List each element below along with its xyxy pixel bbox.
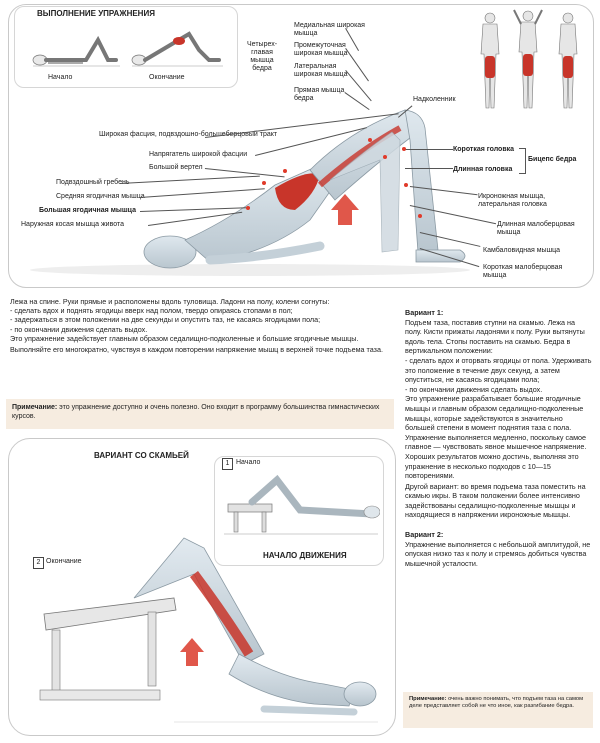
end-pose-figure: [127, 20, 227, 70]
label-gluteus-medius: Средняя ягодичная мышца: [56, 193, 145, 200]
side-note-text: очень важно понимать, что подъем таза на самом деле представляет собой не что иное, как разгибание бедра.: [409, 696, 584, 710]
label-biceps-femoris: Бицепс бедра: [528, 156, 577, 163]
variant1-step1: - сделать вдох и оторвать ягодицы от пола. Удерживать это положение в течение двух секунд, а затем опуститься, не касаясь ягодицами пола;: [405, 355, 592, 385]
step2-number: 2: [33, 557, 44, 569]
intro-paragraph: [10, 297, 394, 354]
label-long-head: Длинная головка: [453, 166, 513, 173]
label-soleus: Камбаловидная мышца: [483, 247, 561, 254]
label-quad-group: Четырех- главая мышца бедра: [247, 41, 278, 72]
label-tfl: Напрягатель широкой фасции: [149, 151, 248, 158]
variant1-text: Подъем таза, поставив ступни на скамью. Лежа на полу. Кисти прижаты ладонями к полу. Руки вытянуты вдоль тела. Стопы поставить на скамью. Бедра в вертикальном положении:: [405, 317, 585, 356]
label-patella: Надколенник: [413, 96, 456, 103]
paragraph-2: Это упражнение задействует главным образом седалищно-подколенные и большие ягодичные мышцы.: [10, 333, 359, 343]
variant1-step2: - по окончании движения сделать выдох.: [405, 384, 543, 394]
label-trochanter: Большой вертел: [149, 164, 203, 171]
step-3: - по окончании движения сделать выдох.: [10, 324, 148, 334]
main-note-text: это упражнение доступно и очень полезно. Оно входит в программу большинства гимнастических курсов.: [12, 404, 380, 420]
label-gluteus-maximus: Большая ягодичная мышца: [39, 207, 136, 214]
bench-end-anatomy-figure: [24, 534, 380, 726]
variant1-title: Вариант 1:: [405, 308, 444, 317]
variant2-text: Упражнение выполняется с небольшой амплитудой, не опуская низко таз к полу и стремясь добиться чувства мышечной усталости.: [405, 539, 591, 568]
step1-number: 1: [222, 458, 233, 470]
biceps-bracket: [519, 148, 526, 174]
label-rectus-femoris: Прямая мышца бедра: [294, 87, 345, 102]
label-fascia-lata: Широкая фасция, подвздошно-большеберцовый тракт: [99, 131, 278, 138]
step-1: - сделать вдох и поднять ягодицы вверх над полом, твердо опираясь стопами в пол;: [10, 306, 293, 316]
side-column: [405, 308, 593, 568]
label-gastrocnemius: Икроножная мышца, латеральная головка: [478, 193, 547, 208]
main-note: [6, 399, 394, 429]
start-label: Начало: [48, 74, 73, 81]
label-vastus-lateralis: Латеральная широкая мышца: [294, 63, 348, 78]
step-2: - задержаться в этом положении на две секунды и опустить таз, не касаясь ягодицами пола;: [10, 315, 321, 325]
main-note-label: Примечание:: [12, 404, 58, 411]
label-peroneus-longus: Длинная малоберцовая мышца: [497, 221, 575, 236]
variant2-title: Вариант 2:: [405, 530, 444, 540]
label-vastus-intermedius: Промежуточная широкая мышца: [294, 42, 348, 57]
step2-label: Окончание: [46, 558, 82, 565]
label-iliac-crest: Подвздошный гребень: [56, 179, 130, 186]
bench-variant-title: ВАРИАНТ СО СКАМЬЕЙ: [94, 451, 189, 460]
side-note-label: Примечание:: [409, 696, 447, 702]
label-vastus-medialis: Медиальная широкая мышца: [294, 22, 365, 37]
paragraph-3: Выполняйте его многократно, чувствуя в каждом повторении напряжение мышц в верхней точке подъема таза.: [10, 345, 383, 355]
execution-header: ВЫПОЛНЕНИЕ УПРАЖНЕНИЯ: [37, 9, 155, 18]
side-note: [403, 692, 593, 728]
start-pose-figure: [28, 26, 123, 70]
label-peroneus-brevis: Короткая малоберцовая мышца: [483, 264, 563, 279]
step1-label: Начало: [236, 459, 261, 466]
end-label: Окончание: [149, 74, 185, 81]
variant1-more: Это упражнение разрабатывает большие ягодичные мышцы и главным образом седалищно-подколенные мышцы, которые задействуются в значительно большей степени в момент поднятия таза с пола. Упражнение выполняется медленно, поскольку самое главное — чувствовать явное мышечное напряжение. Хороших результатов можно достичь, выполняя это упражнение в несколько подходов с 10—15 повторениями.: [405, 394, 587, 481]
start-caption: НАЧАЛО ДВИЖЕНИЯ: [263, 551, 347, 560]
bench-start-figure: [222, 470, 380, 544]
label-short-head: Короткая головка: [453, 146, 515, 153]
variant1-other: Другой вариант: во время подъема таза поместить на скамью икры. В таком положении более интенсивно задействованы седалищно-подколенные мышцы и находящиеся в напряжении икроножные мышцы.: [405, 481, 586, 520]
intro-text: Лежа на спине. Руки прямые и расположены вдоль туловища. Ладони на полу, колени согнуты:: [10, 297, 330, 306]
label-external-oblique: Наружная косая мышца живота: [21, 221, 124, 228]
